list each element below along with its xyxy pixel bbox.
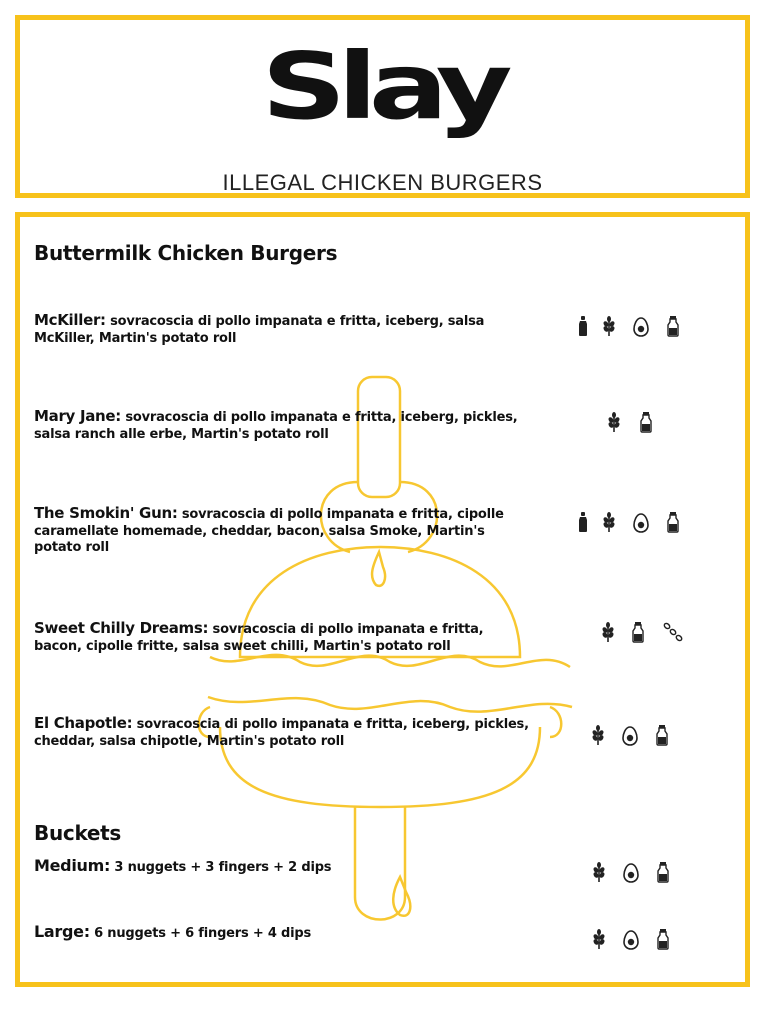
wheat-icon	[591, 861, 607, 883]
egg-icon	[623, 928, 639, 950]
milk-icon	[654, 724, 670, 746]
item-description: sovracoscia di pollo impanata e fritta, iceberg, pickles, cheddar, salsa chipotle, Martin's potato roll	[34, 717, 529, 749]
allergen-list	[600, 621, 684, 643]
burgers-section-title: Buttermilk Chicken Burgers	[34, 241, 338, 265]
item-name: Large:	[34, 922, 90, 941]
menu-item-el-chapotle	[34, 715, 534, 750]
menu-item-bucket-large	[34, 924, 554, 943]
allergen-list	[575, 315, 681, 337]
milk-icon	[655, 861, 671, 883]
milk-icon	[630, 621, 646, 643]
item-name: Sweet Chilly Dreams:	[34, 619, 209, 637]
menu-item-sweet-chilly-dreams	[34, 620, 534, 655]
wheat-icon	[591, 928, 607, 950]
sesame-icon	[662, 621, 684, 643]
allergen-list	[575, 511, 681, 533]
item-description: sovracoscia di pollo impanata e fritta, cipolle caramellate homemade, cheddar, bacon, salsa Smoke, Martin's potato roll	[34, 507, 504, 555]
item-description: 6 nuggets + 6 fingers + 4 dips	[89, 926, 312, 941]
milk-icon	[655, 928, 671, 950]
menu-item-mckiller	[34, 312, 534, 347]
item-name: McKiller:	[34, 311, 106, 329]
item-name: Mary Jane:	[34, 407, 122, 425]
wheat-icon	[606, 411, 622, 433]
wheat-icon	[600, 621, 616, 643]
wheat-icon	[590, 724, 606, 746]
item-description: sovracoscia di pollo impanata e fritta, bacon, cipolle fritte, salsa sweet chilli, Martin's potato roll	[34, 622, 484, 654]
milk-icon	[638, 411, 654, 433]
item-description: sovracoscia di pollo impanata e fritta, iceberg, salsa McKiller, Martin's potato roll	[34, 314, 485, 346]
item-description: 3 nuggets + 3 fingers + 2 dips	[110, 860, 332, 875]
egg-icon	[622, 724, 638, 746]
egg-icon	[623, 861, 639, 883]
wheat-icon	[601, 315, 617, 337]
menu-panel	[15, 212, 750, 987]
allergen-list	[606, 411, 654, 433]
buckets-section-title: Buckets	[34, 821, 122, 845]
milk-icon	[665, 511, 681, 533]
wheat-icon	[601, 511, 617, 533]
bottle-icon	[575, 511, 591, 533]
menu-item-smokin-gun	[34, 505, 534, 557]
bottle-icon	[575, 315, 591, 337]
egg-icon	[633, 315, 649, 337]
allergen-list	[591, 928, 671, 950]
item-name: The Smokin' Gun:	[34, 504, 178, 522]
allergen-list	[591, 861, 671, 883]
menu-item-mary-jane	[34, 408, 534, 443]
milk-icon	[665, 315, 681, 337]
menu-item-bucket-medium	[34, 858, 554, 877]
item-name: El Chapotle:	[34, 714, 133, 732]
egg-icon	[633, 511, 649, 533]
header-banner	[15, 15, 750, 198]
allergen-list	[590, 724, 670, 746]
tagline: ILLEGAL CHICKEN BURGERS	[222, 170, 543, 195]
item-name: Medium:	[34, 856, 111, 875]
item-description: sovracoscia di pollo impanata e fritta, iceberg, pickles, salsa ranch alle erbe, Martin's potato roll	[34, 410, 518, 442]
logo: Slay	[261, 32, 504, 140]
